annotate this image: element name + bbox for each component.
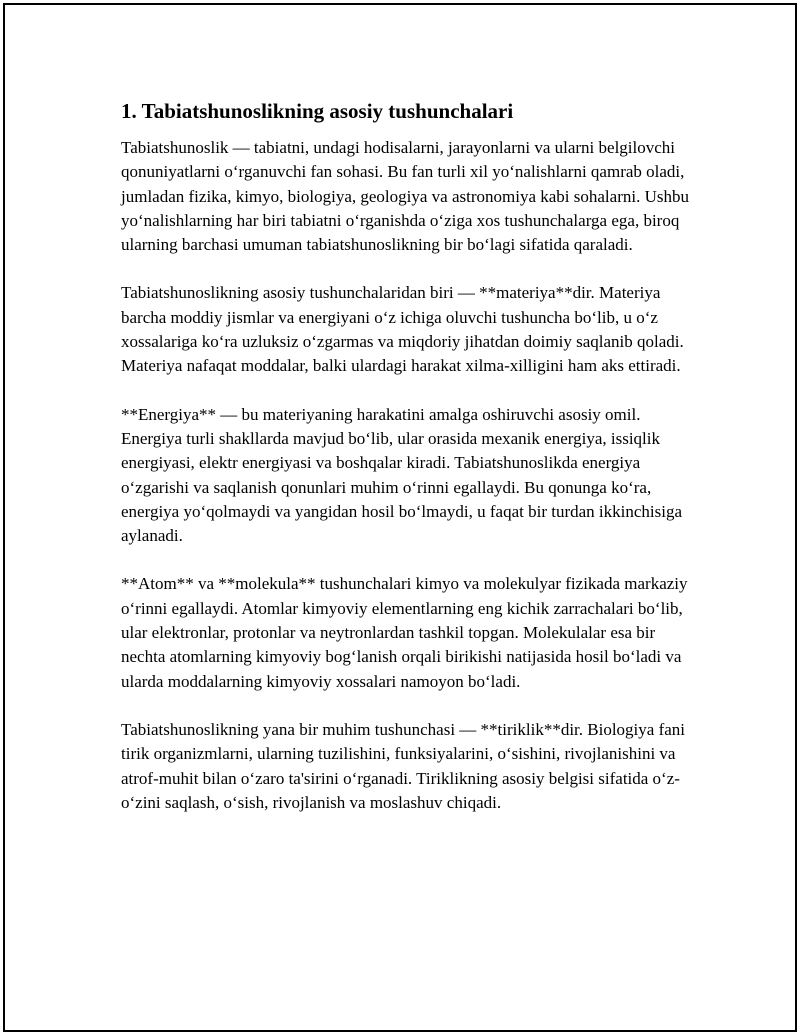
paragraph-energiya: **Energiya** — bu materiyaning harakatini amalga oshiruvchi asosiy omil. Energiya turli shakllarda mavjud boʻlib, ular orasida mexanik energiya, issiqlik energiyasi, elektr energiyasi va boshqalar kiradi. Tabiatshunoslikda energiya oʻzgarishi va saqlanish qonunlari muhim oʻrinni egallaydi. Bu qonunga koʻra, energiya yoʻqolmaydi va yangidan hosil boʻlmaydi, u faqat bir turdan ikkinchisiga aylanadi.	[121, 404, 683, 546]
paragraph-atom-molekula: **Atom** va **molekula** tushunchalari kimyo va molekulyar fizikada markaziy oʻrinni egallaydi. Atomlar kimyoviy elementlarning eng kichik zarrachalari boʻlib, ular elektronlar, protonlar va neytronlardan tashkil topgan. Molekulalar esa bir nechta atomlarning kimyoviy bogʻlanish orqali birikishi natijasida hosil boʻladi va ularda moddalarning kimyoviy xossalari namoyon boʻladi.	[121, 574, 688, 691]
section-heading: 1. Tabiatshunoslikning asosiy tushunchalari	[121, 99, 514, 123]
paragraph-tiriklik: Tabiatshunoslikning yana bir muhim tushunchasi — **tiriklik**dir. Biologiya fani tirik organizmlarni, ularning tuzilishini, funksiyalarini, oʻsishini, rivojlanishini va atrof-muhit bilan oʻzaro ta'sirini oʻrganadi. Tiriklikning asosiy belgisi sifatida oʻz-oʻzini saqlash, oʻsish, rivojlanish va moslashuv chiqadi.	[121, 719, 686, 812]
document-body	[121, 97, 701, 815]
page-frame	[3, 3, 797, 1032]
paragraph-intro: Tabiatshunoslik — tabiatni, undagi hodisalarni, jarayonlarni va ularni belgilovchi qonuniyatlarni oʻrganuvchi fan sohasi. Bu fan turli xil yoʻnalishlarni qamrab oladi, jumladan fizika, kimyo, biologiya, geologiya va astronomiya kabi sohalarni. Ushbu yoʻnalishlarning har biri tabiatni oʻrganishda oʻziga xos tushunchalarga ega, biroq ularning barchasi umuman tabiatshunoslikning bir boʻlagi sifatida qaraladi.	[121, 138, 689, 255]
paragraph-materiya: Tabiatshunoslikning asosiy tushunchalaridan biri — **materiya**dir. Materiya barcha moddiy jismlar va energiyani oʻz ichiga oluvchi tushuncha boʻlib, u oʻz xossalariga koʻra uzluksiz oʻzgarmas va miqdoriy jihatdan doimiy saqlanib qoladi. Materiya nafaqat moddalar, balki ulardagi harakat xilma-xilligini ham aks ettiradi.	[121, 283, 684, 376]
